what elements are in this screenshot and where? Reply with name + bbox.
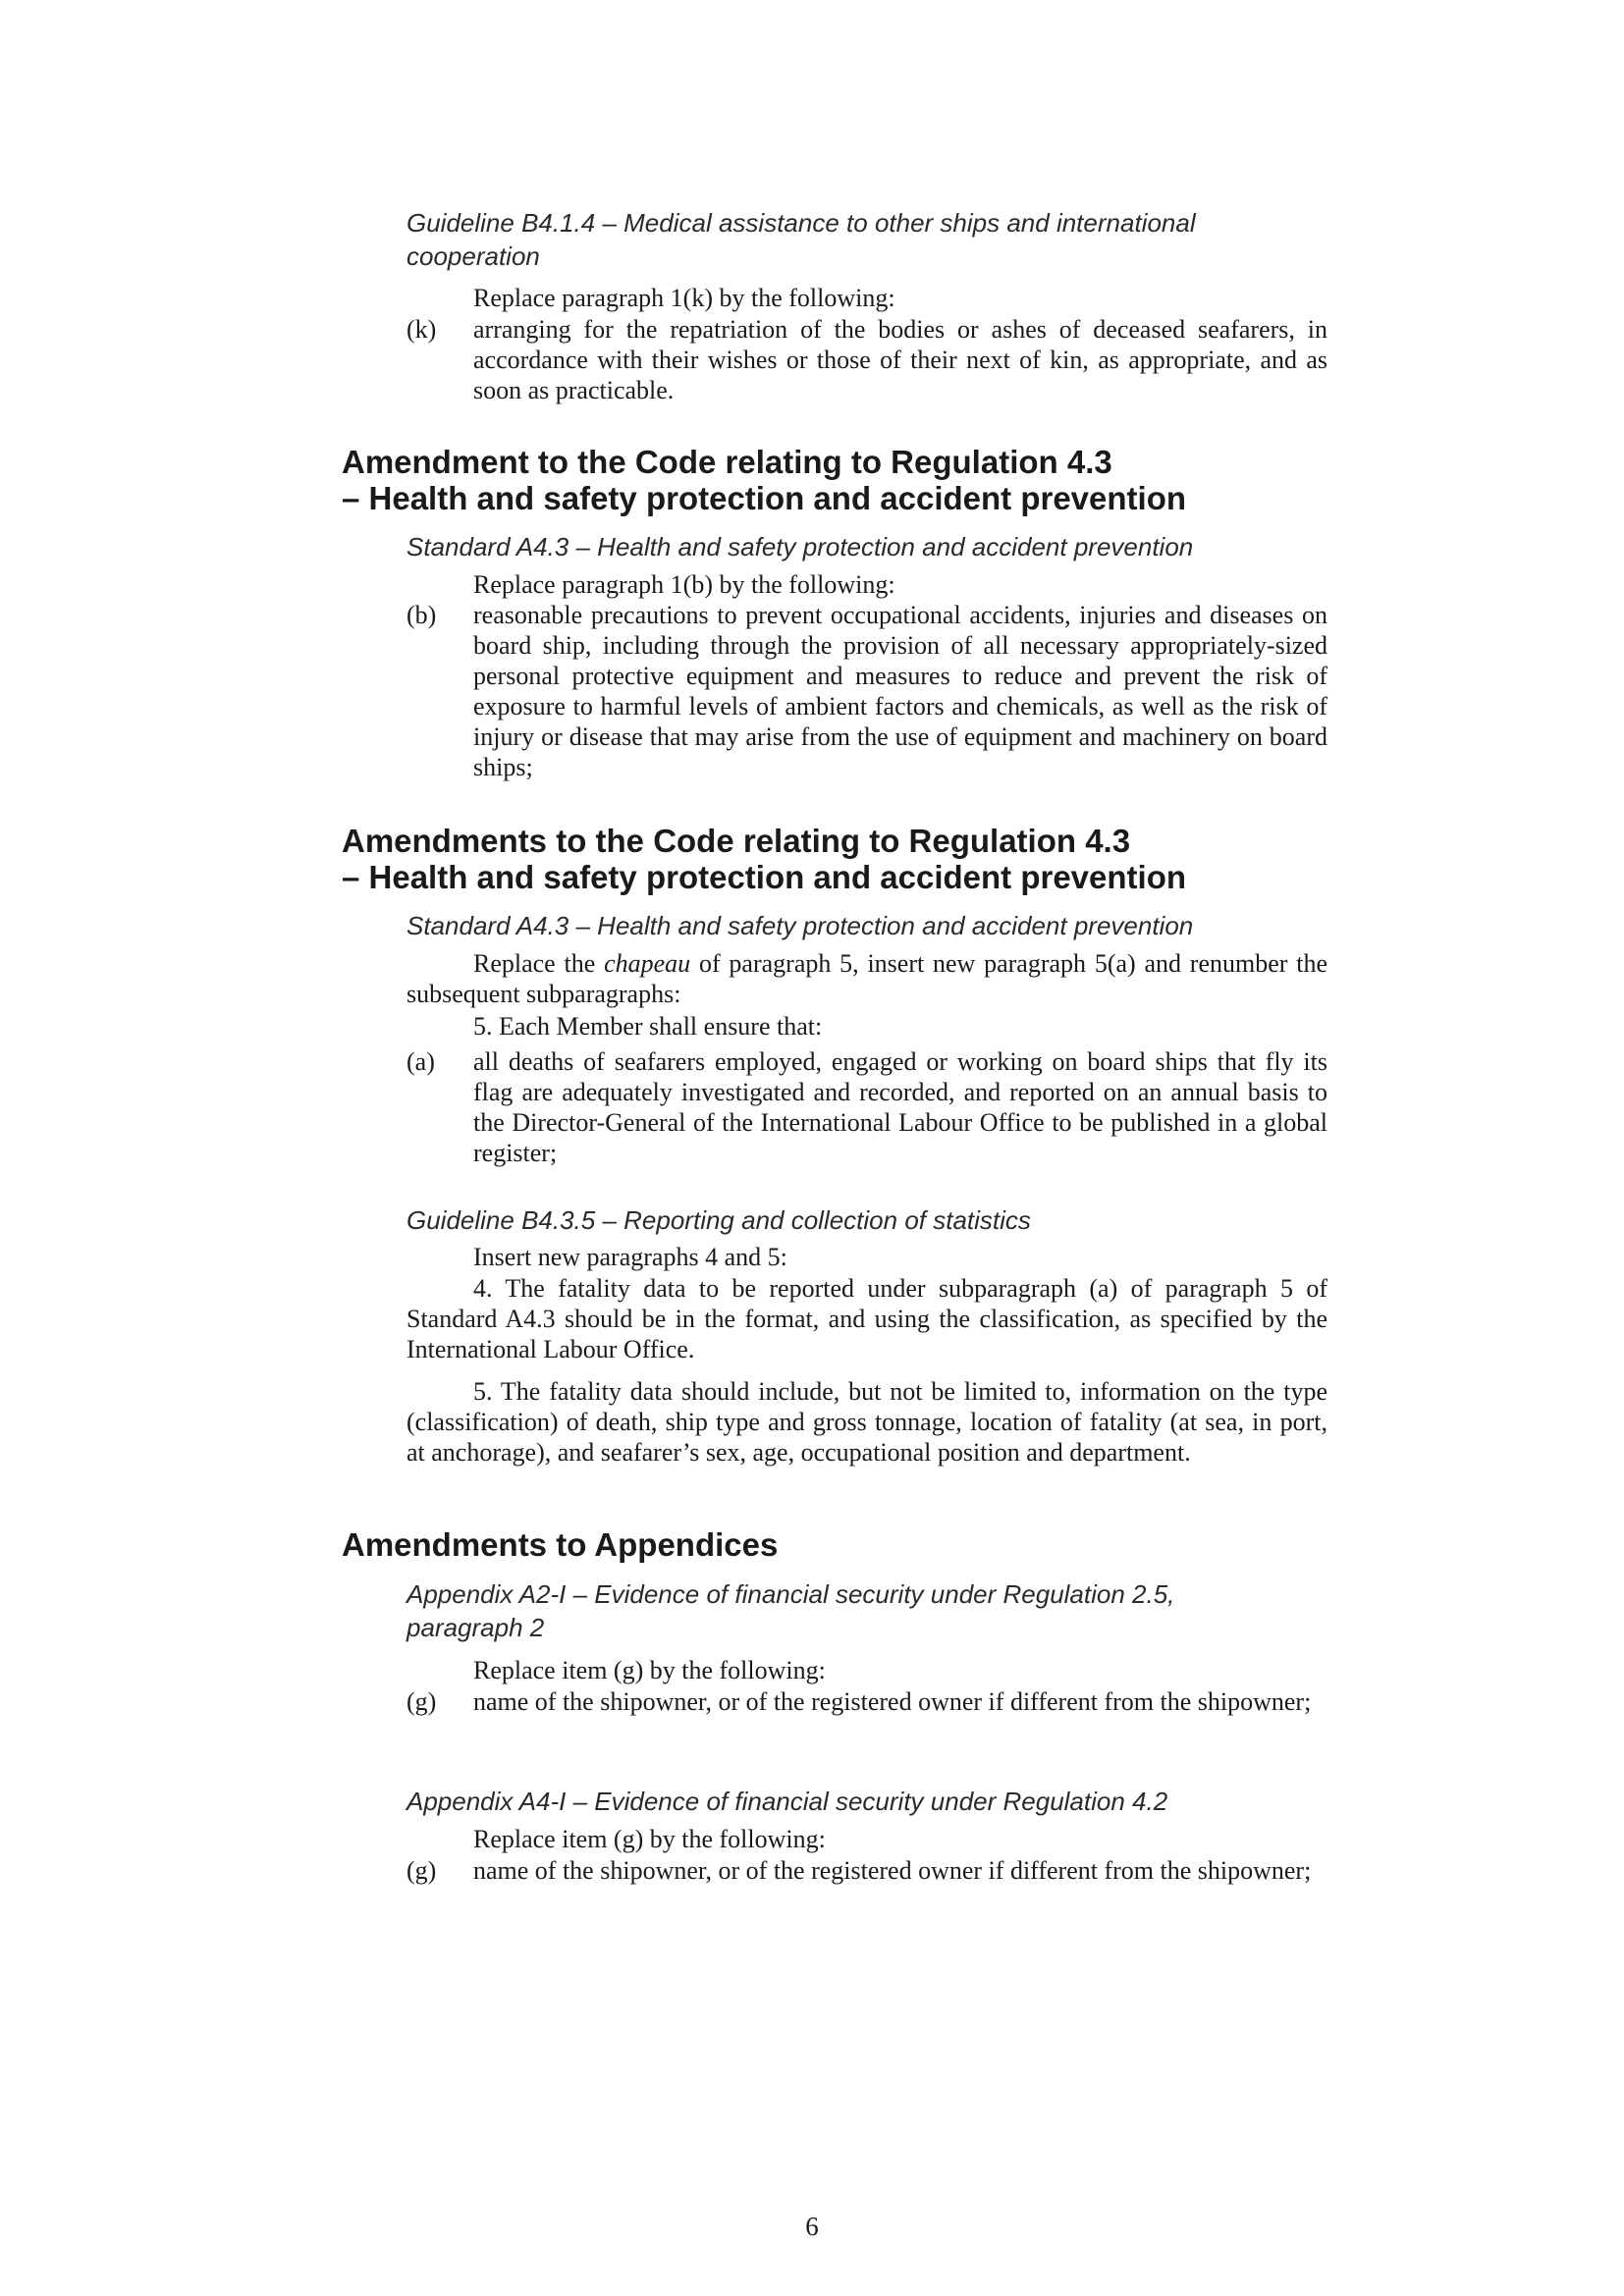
instruction-insert-4-5: Insert new paragraphs 4 and 5: bbox=[473, 1243, 787, 1271]
item-g-appendix-a4 bbox=[406, 1855, 1327, 1886]
heading-amendment-reg-4-3-line1: Amendment to the Code relating to Regulation 4.3 bbox=[342, 444, 1112, 480]
heading-amendment-reg-4-3-line2: – Health and safety protection and accident prevention bbox=[342, 480, 1187, 516]
item-k-text: arranging for the repatriation of the bodies or ashes of deceased seafarers, in accordance with their wishes or those of their next of kin, as appropriate, and as soon as practicable. bbox=[473, 315, 1327, 404]
instruction-replace-chapeau bbox=[406, 948, 1327, 1009]
item-a bbox=[406, 1046, 1327, 1168]
page-number: 6 bbox=[805, 2212, 819, 2241]
item-g1-text: name of the shipowner, or of the registered owner if different from the shipowner; bbox=[473, 1687, 1312, 1716]
paragraph-5: 5. The fatality data should include, but not be limited to, information on the type (classification) of death, ship type and gross tonnage, location of fatality (at sea, in port, at anchorage), and seafarer’s sex, age, occupational position and department. bbox=[406, 1377, 1327, 1467]
guideline-b4-1-4-title: Guideline B4.1.4 – Medical assistance to other ships and international cooperation bbox=[406, 208, 1196, 271]
guideline-b4-3-5-title: Guideline B4.3.5 – Reporting and collection of statistics bbox=[406, 1205, 1031, 1235]
heading-amendments-to-appendices: Amendments to Appendices bbox=[342, 1526, 779, 1563]
item-g2-label: (g) bbox=[406, 1856, 437, 1885]
heading-amendments-reg-4-3-line1: Amendments to the Code relating to Regulation 4.3 bbox=[342, 823, 1131, 859]
item-g2-text: name of the shipowner, or of the registered owner if different from the shipowner; bbox=[473, 1856, 1312, 1885]
item-b-label: (b) bbox=[406, 601, 437, 629]
item-g1-label: (g) bbox=[406, 1687, 437, 1716]
item-k bbox=[406, 314, 1327, 405]
paragraph-5-intro: 5. Each Member shall ensure that: bbox=[473, 1012, 823, 1041]
item-a-text: all deaths of seafarers employed, engaged or working on board ships that fly its flag are adequately investigated and recorded, and reported on an annual basis to the Director-General of the International Labour Office to be published in a global register; bbox=[473, 1047, 1327, 1167]
item-b bbox=[406, 600, 1327, 782]
instruction-chapeau-part1: Replace the bbox=[473, 949, 596, 978]
instruction-chapeau-part2: of paragraph 5, insert new paragraph 5(a) and renumber the subsequent subparagraphs: bbox=[406, 949, 1327, 1008]
item-a-label: (a) bbox=[406, 1047, 435, 1076]
instruction-replace-g-1: Replace item (g) by the following: bbox=[473, 1656, 826, 1684]
item-k-label: (k) bbox=[406, 315, 437, 344]
appendix-a2-i-title: Appendix A2-I – Evidence of financial security under Regulation 2.5, paragraph 2 bbox=[406, 1579, 1175, 1642]
paragraph-4: 4. The fatality data to be reported under subparagraph (a) of paragraph 5 of Standard A4.3 should be in the format, and using the classification, as specified by the International Labour Office. bbox=[406, 1274, 1327, 1363]
instruction-replace-g-2: Replace item (g) by the following: bbox=[473, 1825, 826, 1853]
instruction-replace-1k: Replace paragraph 1(k) by the following: bbox=[473, 284, 895, 312]
instruction-replace-1b: Replace paragraph 1(b) by the following: bbox=[473, 570, 895, 599]
heading-amendments-reg-4-3-line2: – Health and safety protection and accident prevention bbox=[342, 859, 1187, 895]
instruction-chapeau-italic: chapeau bbox=[604, 949, 691, 978]
appendix-a4-i-title: Appendix A4-I – Evidence of financial security under Regulation 4.2 bbox=[406, 1787, 1168, 1816]
standard-a4-3-title: Standard A4.3 – Health and safety protection and accident prevention bbox=[406, 532, 1194, 561]
item-g-appendix-a2 bbox=[406, 1686, 1327, 1717]
item-b-text: reasonable precautions to prevent occupational accidents, injuries and diseases on board ship, including through the provision of all necessary appropriately-sized personal protective equipment and measures to reduce and prevent the risk of exposure to harmful levels of ambient factors and chemicals, as well as the risk of injury or disease that may arise from the use of equipment and machinery on board ships; bbox=[473, 601, 1327, 781]
standard-a4-3-title-2: Standard A4.3 – Health and safety protection and accident prevention bbox=[406, 911, 1194, 940]
